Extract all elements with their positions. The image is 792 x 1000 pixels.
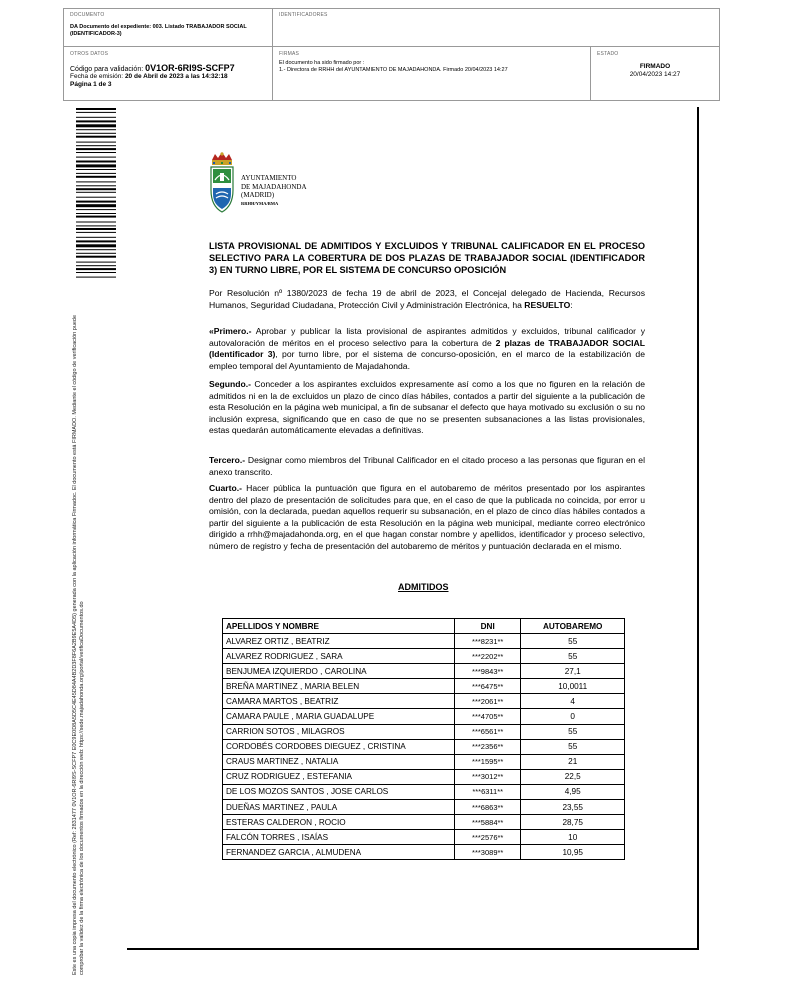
primero-paragraph [209, 326, 645, 372]
row-autobaremo: 4,95 [521, 784, 625, 799]
coat-of-arms-icon [208, 150, 236, 216]
barcode-bar [76, 272, 116, 273]
table-row [223, 784, 625, 799]
tercero-text: Designar como miembros del Tribunal Calificador en el citado proceso a las personas que figuran en el anexo transcrito. [209, 455, 645, 477]
segundo-text: Conceder a los aspirantes excluidos expresamente así como a los que no figuren en la relación de admitidos ni en la de excluidos un plazo de cinco días hábiles, contados a partir del siguiente a la publicación de esta Resolución en la página web municipal, a fin de subsanar el defecto que haya motivado su exclusión o su no inclusión expresa, significando que en caso de que no se presenten subsanaciones a las listas provisionales, estas quedarán automáticamente elevadas a definitivas. [209, 379, 645, 435]
estado-label: ESTADO [597, 51, 619, 57]
segundo-head: Segundo.- [209, 379, 252, 389]
barcode-bar [76, 181, 116, 182]
row-name: BENJUMEA IZQUIERDO , CAROLINA [223, 664, 455, 679]
barcode-bar [76, 185, 116, 186]
row-autobaremo: 10 [521, 830, 625, 845]
barcode-bar [76, 209, 116, 210]
header-name: APELLIDOS Y NOMBRE [223, 619, 455, 634]
barcode-bar [76, 157, 116, 158]
tercero-paragraph [209, 455, 645, 478]
primero-text2: , por turno libre, por el sistema de concurso-oposición, en el marco de la estabilización de empleo temporal del Ayuntamiento de Majadahonda. [209, 349, 645, 371]
table-row [223, 664, 625, 679]
barcode-bar [76, 169, 116, 170]
row-dni: ***6561** [454, 724, 520, 739]
table-row [223, 830, 625, 845]
estado-status [597, 63, 713, 79]
barcode-bar [76, 262, 116, 263]
identificadores-cell [273, 9, 719, 47]
barcode-bar [76, 265, 116, 266]
row-autobaremo: 27,1 [521, 664, 625, 679]
identificadores-label: IDENTIFICADORES [279, 12, 328, 18]
row-dni: ***3089** [454, 845, 520, 860]
intro-paragraph [209, 288, 645, 311]
barcode-bar [76, 232, 116, 233]
row-name: CRUZ RODRIGUEZ , ESTEFANIA [223, 769, 455, 784]
row-name: FERNANDEZ GARCIA , ALMUDENA [223, 845, 455, 860]
estado-date: 20/04/2023 14:27 [629, 71, 681, 78]
pagina: Página 1 de 3 [70, 81, 112, 88]
table-row [223, 679, 625, 694]
row-name: CRAUS MARTINEZ , NATALIA [223, 754, 455, 769]
intro-bold: RESUELTO [524, 299, 571, 310]
barcode-bar [76, 142, 116, 143]
intro-text: Por Resolución nº 1380/2023 de fecha 19 de abril de 2023, el Concejal delegado de Hacienda, Recursos Humanos, Seguridad Ciudadana, Protección Civil y Administración Electrónica, ha [209, 288, 645, 310]
letterhead [241, 174, 307, 208]
row-autobaremo: 55 [521, 739, 625, 754]
row-autobaremo: 0 [521, 709, 625, 724]
codigo-label: Código para validación: [70, 66, 144, 73]
fecha-value: 20 de Abril de 2023 a las 14:32:18 [124, 73, 228, 80]
barcode-bar [76, 117, 116, 118]
firmas-cell [273, 47, 591, 101]
barcode-bar [76, 161, 116, 163]
row-autobaremo: 10,95 [521, 845, 625, 860]
otros-datos-cell [64, 47, 273, 101]
verification-side-text: Este es una copia impresa del documento electrónico (Ref: 2831477 0V1OR-6RI9S-SCFP7 E0C9E0D8A5D5C4E45D84A4B2D3F8F6A2B9E5A4D5) generada con la aplicación informática Firmadoc. El documento está FIRMADO. Mediante el código de verificación puede comprobar la validez de la firma electrónica de los documentos firmados en la dirección web: https://sede.majadahonda.org/portal/verificaDocumentos.do [72, 314, 85, 975]
row-dni: ***2061** [454, 694, 520, 709]
letterhead-line1: AYUNTAMIENTO [241, 174, 297, 182]
header-autobaremo: AUTOBAREMO [521, 619, 625, 634]
signature-header [63, 8, 720, 101]
row-name: DUEÑAS MARTINEZ , PAULA [223, 800, 455, 815]
row-autobaremo: 28,75 [521, 815, 625, 830]
row-name: ALVAREZ RODRIGUEZ , SARA [223, 649, 455, 664]
table-row [223, 769, 625, 784]
primero-text1: Aprobar y publicar la lista provisional de aspirantes admitidos y excluidos, tribunal calificador y autovaloración de méritos en el proceso selectivo para la cobertura de [209, 326, 645, 348]
validation-barcode [76, 108, 116, 278]
barcode-bar [76, 225, 116, 226]
barcode-bar [76, 192, 116, 193]
table-row [223, 754, 625, 769]
primero-head: «Primero.- [209, 326, 252, 336]
barcode-bar [76, 201, 116, 203]
row-name: CORDOBÉS CORDOBES DIEGUEZ , CRISTINA [223, 739, 455, 754]
codigo-value: 0V1OR-6RI9S-SCFP7 [145, 63, 235, 73]
row-name: FALCÓN TORRES , ISAÍAS [223, 830, 455, 845]
documento-label: DOCUMENTO [70, 12, 105, 18]
row-autobaremo: 10,0011 [521, 679, 625, 694]
documento-text: DA Documento del expediente: 003. Listado TRABAJADOR SOCIAL (IDENTIFICADOR-3) [70, 24, 247, 37]
fecha-emision [70, 73, 266, 81]
barcode-bar [76, 112, 116, 113]
barcode-bar [76, 152, 116, 153]
primero-bold: 2 plazas de TRABAJADOR SOCIAL (Identificador 3) [209, 337, 645, 359]
firmas-line2: 1.- Directora de RRHH del AYUNTAMIENTO DE MAJADAHONDA. Firmado 20/04/2023 14:27 [279, 67, 508, 73]
estado-value: FIRMADO [639, 63, 671, 70]
estado-cell [591, 47, 719, 101]
barcode-bar [76, 148, 116, 150]
letterhead-line3: (MADRID) [241, 191, 275, 199]
row-autobaremo: 21 [521, 754, 625, 769]
table-row [223, 634, 625, 649]
row-dni: ***4705** [454, 709, 520, 724]
table-row [223, 649, 625, 664]
codigo-validacion [70, 63, 266, 73]
row-dni: ***2202** [454, 649, 520, 664]
segundo-paragraph [209, 379, 645, 437]
letterhead-line2: DE MAJADAHONDA [241, 182, 307, 191]
row-name: ESTERAS CALDERON , ROCIO [223, 815, 455, 830]
barcode-bar [76, 164, 116, 167]
tercero-head: Tercero.- [209, 455, 246, 465]
barcode-bar [76, 136, 116, 138]
row-autobaremo: 23,55 [521, 800, 625, 815]
cuarto-text: Hacer pública la puntuación que figura en el autobaremo de méritos presentado por los aspirantes dentro del plazo de presentación de solicitudes para que, en el caso de que la publicada no coincida, por error u omisión, con la declarada, puedan aquellos requerir su subsanación, en el plazo de cinco días hábiles contados a partir del siguiente a la publicación de esta Resolución en la página web municipal, mediante correo electrónico dirigido a rrhh@majadahonda.org, en el que hagan constar nombre y apellidos, identificador y proceso selectivo, número de registro y fecha de presentación del autobaremo de méritos y puntuación declarada en el mismo. [209, 483, 645, 551]
barcode-bar [76, 237, 116, 238]
intro-end: : [570, 299, 573, 310]
row-name: CARRION SOTOS , MILAGROS [223, 724, 455, 739]
barcode-bar [76, 277, 116, 278]
row-dni: ***2576** [454, 830, 520, 845]
barcode-bar [76, 256, 116, 258]
row-dni: ***1595** [454, 754, 520, 769]
row-name: ALVAREZ ORTIZ , BEATRIZ [223, 634, 455, 649]
barcode-bar [76, 145, 116, 146]
cuarto-head: Cuarto.- [209, 483, 242, 493]
fecha-label: Fecha de emisión: [70, 73, 124, 80]
admitidos-heading: ADMITIDOS [398, 582, 449, 592]
barcode-bar [76, 222, 116, 223]
row-dni: ***5884** [454, 815, 520, 830]
barcode-bar [76, 176, 116, 178]
barcode-bar [76, 197, 116, 198]
barcode-bar [76, 133, 116, 134]
barcode-bar [76, 188, 116, 190]
row-dni: ***8231** [454, 634, 520, 649]
row-dni: ***3012** [454, 769, 520, 784]
documento-cell [64, 9, 273, 47]
row-name: BREÑA MARTINEZ , MARIA BELEN [223, 679, 455, 694]
firmas-line1: El documento ha sido firmado por : [279, 60, 365, 66]
otros-datos-label: OTROS DATOS [70, 51, 109, 57]
row-dni: ***6475** [454, 679, 520, 694]
barcode-bar [76, 129, 116, 130]
row-name: CAMARA MARTOS , BEATRIZ [223, 694, 455, 709]
table-row [223, 800, 625, 815]
row-dni: ***6311** [454, 784, 520, 799]
table-row [223, 815, 625, 830]
table-header-row [223, 619, 625, 634]
barcode-bar [76, 244, 116, 247]
admitidos-table [222, 618, 625, 860]
firmas-label: FIRMAS [279, 51, 300, 57]
row-dni: ***6863** [454, 800, 520, 815]
table-row [223, 694, 625, 709]
barcode-bar [76, 228, 116, 230]
barcode-bar [76, 108, 116, 110]
barcode-bar [76, 268, 116, 270]
admitidos-table-body [223, 634, 625, 860]
cuarto-paragraph [209, 483, 645, 552]
row-autobaremo: 4 [521, 694, 625, 709]
row-dni: ***9843** [454, 664, 520, 679]
row-name: DE LOS MOZOS SANTOS , JOSE CARLOS [223, 784, 455, 799]
table-row [223, 845, 625, 860]
barcode-bar [76, 173, 116, 174]
barcode-bar [76, 249, 116, 250]
table-row [223, 739, 625, 754]
row-name: CAMARA PAULE , MARIA GUADALUPE [223, 709, 455, 724]
barcode-bar [76, 216, 116, 218]
header-dni: DNI [454, 619, 520, 634]
row-autobaremo: 55 [521, 634, 625, 649]
row-autobaremo: 22,5 [521, 769, 625, 784]
barcode-bar [76, 213, 116, 214]
barcode-bar [76, 204, 116, 207]
row-autobaremo: 55 [521, 724, 625, 739]
table-row [223, 709, 625, 724]
table-row [223, 724, 625, 739]
row-dni: ***2356** [454, 739, 520, 754]
barcode-bar [76, 120, 116, 122]
barcode-bar [76, 240, 116, 242]
barcode-bar [76, 124, 116, 127]
barcode-bar [76, 253, 116, 254]
document-title: LISTA PROVISIONAL DE ADMITIDOS Y EXCLUIDOS Y TRIBUNAL CALIFICADOR EN EL PROCESO SELECTIVO PARA LA COBERTURA DE DOS PLAZAS DE TRABAJADOR SOCIAL (IDENTIFICADOR 3) EN TURNO LIBRE, POR EL SISTEMA DE CONCURSO OPOSICIÓN [209, 241, 645, 275]
row-autobaremo: 55 [521, 649, 625, 664]
letterhead-ref: RRHH/YMA/BMA [241, 200, 279, 206]
